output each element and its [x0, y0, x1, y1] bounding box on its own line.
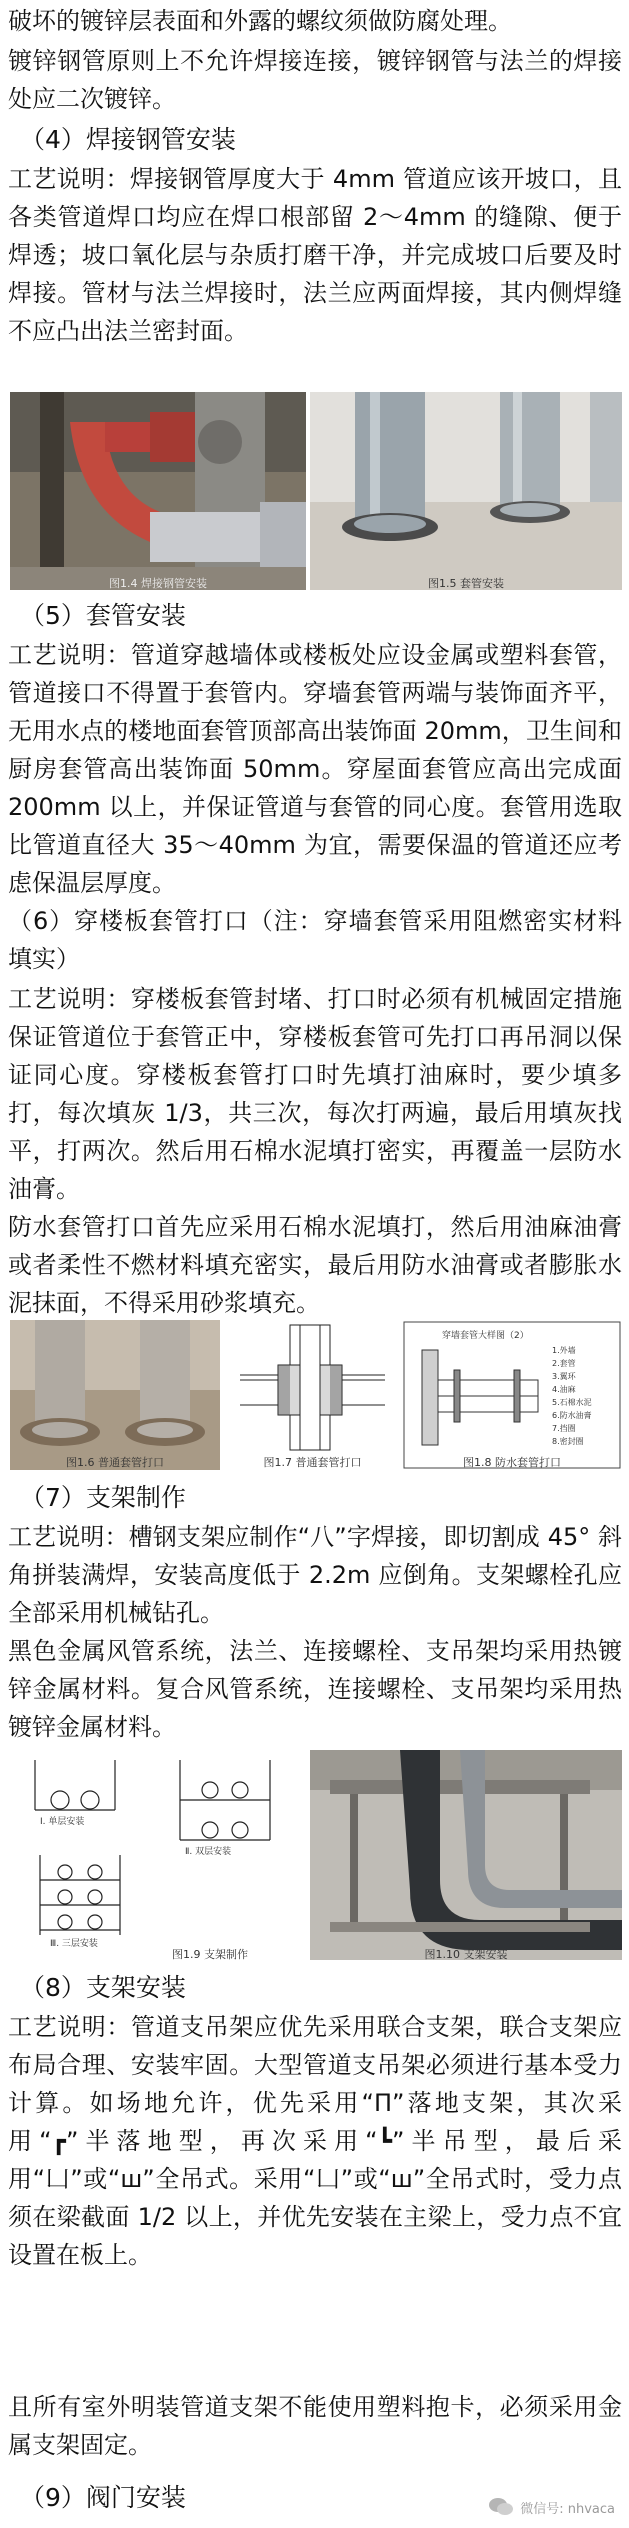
section-8-text-1: 工艺说明：管道支吊架应优先采用联合支架，联合支架应布局合理、安装牢固。大型管道支吊架必须进行基本受力计算。如场地允许，优先采用“Π”落地支架，其次采用“┏”半落地型，再次采用“┗”半吊型，最后采用“凵”或“ш”全吊式。采用“凵”或“ш”全吊式时，受力点须在梁截面 1/2 以上，并优先安装在主梁上，受力点不宜设置在板上。: [8, 2013, 622, 2269]
support-install-photo: [310, 1750, 622, 1960]
figure-caption: 图1.10 支架安装: [424, 1948, 508, 1960]
section-5-text: 工艺说明：管道穿越墙体或楼板处应设金属或塑料套管，管道接口不得置于套管内。穿墙套管两端与装饰面齐平，无用水点的楼地面套管顶部高出装饰面 20mm，卫生间和厨房套管高出装饰面 50mm。穿屋面套管应高出完成面 200mm 以上，并保证管道与套管的同心度。套管用选取比管道直径大 35～40mm 为宜，需要保温的管道还应考虑保温层厚度。: [8, 641, 622, 897]
section-9-heading: （9）阀门安装: [20, 2483, 186, 2512]
section-7-heading: （7）支架制作: [20, 1483, 186, 1512]
welded-pipe-photo: [10, 392, 306, 590]
legend-item: 6.防水油膏: [552, 1411, 592, 1420]
section-6-text-1: 工艺说明：穿楼板套管封堵、打口时必须有机械固定措施保证管道位于套管正中，穿楼板套管可先打口再吊洞以保证同心度。穿楼板套管打口时先填打油麻时，要少填多打，每次填灰 1/3，共三次，每次打两遍，最后用填灰找平，打两次。然后用石棉水泥填打密实，再覆盖一层防水油膏。: [8, 985, 622, 1203]
diagram-label: 穿墙套管大样图（2）: [442, 1331, 529, 1341]
figure-caption: 图1.6 普通套管打口: [66, 1456, 164, 1469]
sleeve-plugging-photo: [10, 1320, 220, 1470]
section-7-text-2: 黑色金属风管系统，法兰、连接螺栓、支吊架均采用热镀锌金属材料。复合风管系统，连接螺栓、支吊架均采用热镀锌金属材料。: [8, 1637, 622, 1741]
sub-label: Ⅱ. 双层安装: [185, 1847, 232, 1857]
sleeve-section-drawing: [230, 1320, 395, 1470]
figure-caption: 图1.9 支架制作: [172, 1948, 248, 1960]
section-6-heading: （6）穿楼板套管打口（注：穿墙套管采用阻燃密实材料填实）: [8, 907, 622, 973]
legend-item: 8.密封圈: [552, 1437, 584, 1446]
legend-item: 7.挡圈: [552, 1424, 576, 1433]
legend-item: 3.翼环: [552, 1372, 576, 1381]
sleeve-install-photo: [310, 392, 622, 590]
legend-item: 4.油麻: [552, 1385, 576, 1394]
figure-caption: 图1.7 普通套管打口: [263, 1456, 362, 1469]
section-4-heading: （4）焊接钢管安装: [20, 125, 236, 154]
figure-caption: 图1.4 焊接钢管安装: [109, 577, 207, 590]
legend-item: 5.石棉水泥: [552, 1398, 592, 1407]
wechat-icon: [488, 2497, 514, 2517]
sub-label: Ⅰ. 单层安装: [40, 1817, 85, 1827]
sub-label: Ⅲ. 三层安装: [50, 1939, 98, 1949]
section-8-heading: （8）支架安装: [20, 1973, 186, 2002]
watermark: [488, 2497, 615, 2517]
intro-text: 破坏的镀锌层表面和外露的螺纹须做防腐处理。: [8, 7, 512, 35]
section-5-heading: （5）套管安装: [20, 601, 186, 630]
support-fabrication-drawing: [20, 1750, 300, 1960]
galvanized-rule-text: 镀锌钢管原则上不允许焊接连接，镀锌钢管与法兰的焊接处应二次镀锌。: [8, 47, 622, 113]
watermark-text: 微信号: nhvaca: [520, 2501, 615, 2517]
diagram-legend: [552, 1344, 592, 1448]
figure-caption: 图1.8 防水套管打口: [463, 1456, 561, 1469]
legend-item: 1.外墙: [552, 1346, 576, 1355]
section-4-text: 工艺说明：焊接钢管厚度大于 4mm 管道应该开坡口，且各类管道焊口均应在焊口根部留 2～4mm 的缝隙、便于焊透；坡口氧化层与杂质打磨干净，并完成坡口后要及时焊接。管材与法兰焊接时，法兰应两面焊接，其内侧焊缝不应凸出法兰密封面。: [8, 165, 622, 345]
section-7-text-1: 工艺说明：槽钢支架应制作“八”字焊接，即切割成 45° 斜角拼装满焊，安装高度低于 2.2m 应倒角。支架螺栓孔应全部采用机械钻孔。: [8, 1523, 622, 1627]
section-6-text-2: 防水套管打口首先应采用石棉水泥填打，然后用油麻油膏或者柔性不燃材料填充密实，最后用防水油膏或者膨胀水泥抹面，不得采用砂浆填充。: [8, 1213, 622, 1317]
waterproof-sleeve-drawing: [402, 1320, 622, 1470]
section-8-text-2: 且所有室外明装管道支架不能使用塑料抱卡，必须采用金属支架固定。: [8, 2393, 622, 2459]
legend-item: 2.套管: [552, 1359, 576, 1368]
figure-caption: 图1.5 套管安装: [428, 577, 504, 590]
